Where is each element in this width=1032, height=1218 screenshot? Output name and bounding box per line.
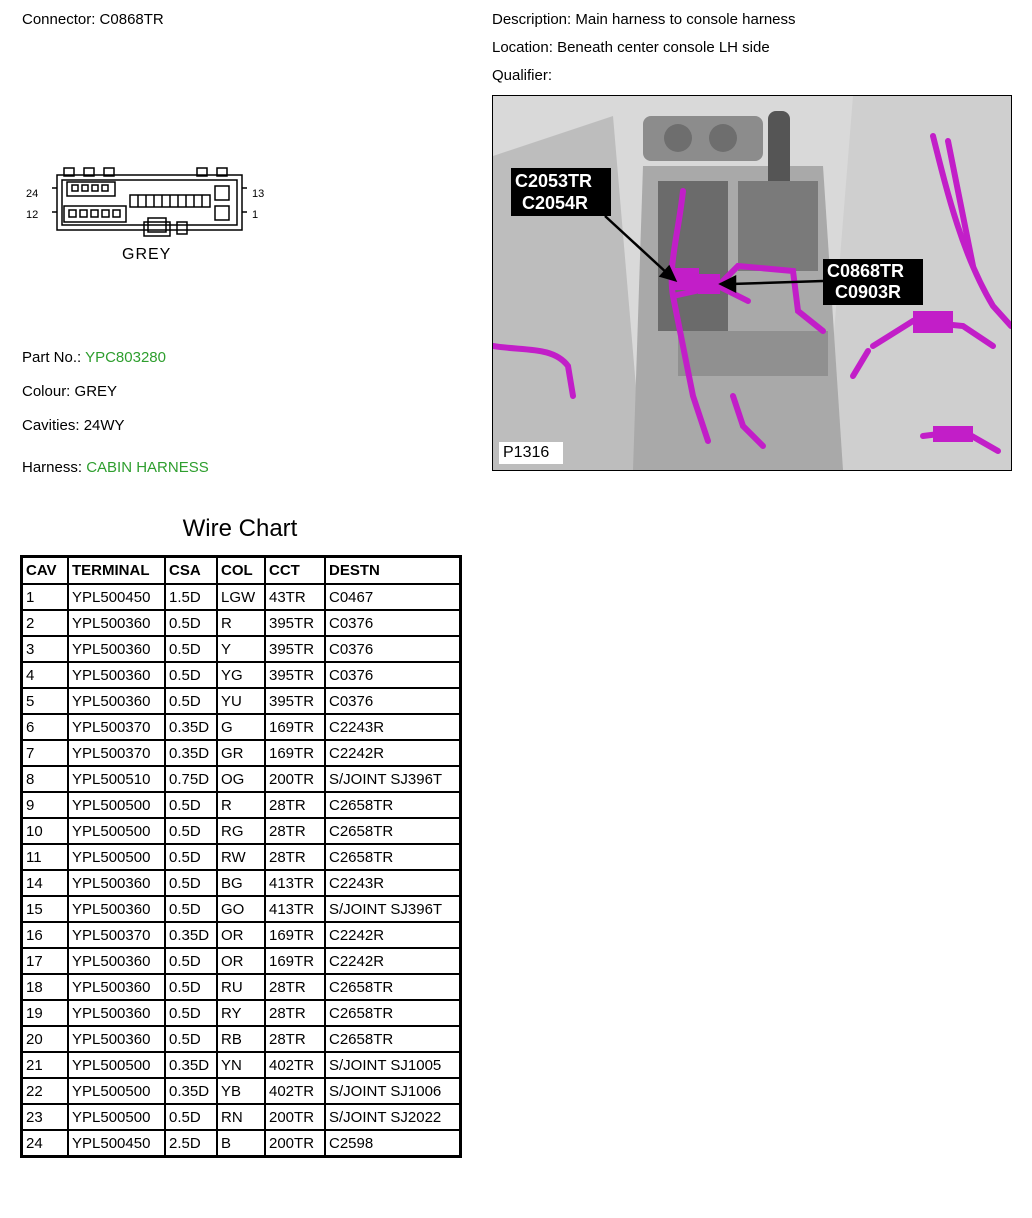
- table-cell: 0.5D: [165, 844, 217, 870]
- table-row: [22, 766, 461, 792]
- table-cell: 10: [22, 818, 69, 844]
- table-cell: S/JOINT SJ396T: [325, 896, 461, 922]
- table-cell: YN: [217, 1052, 265, 1078]
- connector-value: C0868TR: [99, 11, 164, 28]
- table-cell: 2.5D: [165, 1130, 217, 1157]
- table-cell: YPL500360: [68, 948, 165, 974]
- table-cell: 395TR: [265, 610, 325, 636]
- table-row: [22, 1000, 461, 1026]
- table-cell: 395TR: [265, 688, 325, 714]
- table-cell: RN: [217, 1104, 265, 1130]
- table-cell: 28TR: [265, 792, 325, 818]
- table-cell: RY: [217, 1000, 265, 1026]
- wire-chart-title: Wire Chart: [182, 515, 298, 542]
- cavities-value: 24WY: [83, 417, 125, 434]
- table-row: [22, 688, 461, 714]
- connector-label: Connector:: [22, 11, 96, 28]
- table-cell: OR: [217, 948, 265, 974]
- table-cell: C0376: [325, 688, 461, 714]
- table-cell: YPL500450: [68, 1130, 165, 1157]
- table-cell: YPL500370: [68, 714, 165, 740]
- table-cell: C2242R: [325, 948, 461, 974]
- pin-label-12: 12: [26, 209, 39, 221]
- table-header-row: [22, 557, 461, 585]
- table-cell: 3: [22, 636, 69, 662]
- location-photo: [492, 95, 1012, 471]
- table-cell: OR: [217, 922, 265, 948]
- table-cell: C2598: [325, 1130, 461, 1157]
- table-cell: 6: [22, 714, 69, 740]
- part-no-value[interactable]: YPC803280: [85, 349, 166, 366]
- table-cell: S/JOINT SJ1006: [325, 1078, 461, 1104]
- table-row: [22, 870, 461, 896]
- table-row: [22, 974, 461, 1000]
- colour-label: Colour:: [22, 383, 71, 400]
- table-cell: 0.5D: [165, 870, 217, 896]
- table-cell: GO: [217, 896, 265, 922]
- table-cell: 28TR: [265, 974, 325, 1000]
- table-row: [22, 896, 461, 922]
- table-cell: 16: [22, 922, 69, 948]
- table-cell: 17: [22, 948, 69, 974]
- table-cell: 395TR: [265, 662, 325, 688]
- callout-c0903r: C0903R: [835, 282, 902, 302]
- table-cell: C2242R: [325, 922, 461, 948]
- table-cell: C2658TR: [325, 1026, 461, 1052]
- pin-label-13: 13: [252, 188, 265, 200]
- part-no-label: Part No.:: [22, 349, 82, 366]
- table-row: [22, 948, 461, 974]
- table-cell: YG: [217, 662, 265, 688]
- table-cell: 200TR: [265, 1130, 325, 1157]
- table-cell: 402TR: [265, 1078, 325, 1104]
- table-cell: YPL500360: [68, 610, 165, 636]
- table-cell: C2658TR: [325, 792, 461, 818]
- colour-line: [22, 383, 117, 400]
- harness-line: [22, 459, 209, 476]
- table-cell: C0467: [325, 584, 461, 610]
- table-cell: 402TR: [265, 1052, 325, 1078]
- table-cell: C0376: [325, 610, 461, 636]
- table-cell: 5: [22, 688, 69, 714]
- table-cell: 8: [22, 766, 69, 792]
- table-cell: RU: [217, 974, 265, 1000]
- table-cell: YPL500500: [68, 1052, 165, 1078]
- column-header: CAV: [22, 557, 69, 585]
- column-header: CCT: [265, 557, 325, 585]
- table-cell: 0.5D: [165, 818, 217, 844]
- table-cell: C2658TR: [325, 844, 461, 870]
- table-cell: 28TR: [265, 1000, 325, 1026]
- qualifier-line: [492, 67, 552, 84]
- table-cell: B: [217, 1130, 265, 1157]
- table-cell: 23: [22, 1104, 69, 1130]
- table-cell: 7: [22, 740, 69, 766]
- table-cell: 0.35D: [165, 1052, 217, 1078]
- table-cell: YPL500500: [68, 1104, 165, 1130]
- table-cell: S/JOINT SJ396T: [325, 766, 461, 792]
- table-cell: G: [217, 714, 265, 740]
- table-cell: YPL500360: [68, 1026, 165, 1052]
- table-cell: YPL500370: [68, 740, 165, 766]
- table-row: [22, 818, 461, 844]
- table-cell: S/JOINT SJ2022: [325, 1104, 461, 1130]
- table-cell: 0.35D: [165, 740, 217, 766]
- column-header: CSA: [165, 557, 217, 585]
- table-cell: C2243R: [325, 714, 461, 740]
- table-row: [22, 636, 461, 662]
- table-cell: 0.5D: [165, 948, 217, 974]
- table-cell: 0.35D: [165, 922, 217, 948]
- harness-value[interactable]: CABIN HARNESS: [86, 459, 209, 476]
- table-cell: 1.5D: [165, 584, 217, 610]
- table-cell: C2243R: [325, 870, 461, 896]
- table-cell: 2: [22, 610, 69, 636]
- description-value: Main harness to console harness: [575, 11, 796, 28]
- description-label: Description:: [492, 11, 572, 28]
- table-cell: 28TR: [265, 818, 325, 844]
- table-cell: 200TR: [265, 1104, 325, 1130]
- table-cell: 18: [22, 974, 69, 1000]
- callout-c2054r: C2054R: [522, 193, 589, 213]
- table-row: [22, 584, 461, 610]
- table-cell: 4: [22, 662, 69, 688]
- table-row: [22, 714, 461, 740]
- table-cell: 1: [22, 584, 69, 610]
- table-cell: YPL500500: [68, 818, 165, 844]
- table-cell: YB: [217, 1078, 265, 1104]
- table-cell: 169TR: [265, 714, 325, 740]
- table-cell: 21: [22, 1052, 69, 1078]
- table-row: [22, 740, 461, 766]
- table-cell: 169TR: [265, 948, 325, 974]
- table-cell: 9: [22, 792, 69, 818]
- table-cell: 24: [22, 1130, 69, 1157]
- table-cell: 0.5D: [165, 662, 217, 688]
- table-cell: LGW: [217, 584, 265, 610]
- table-cell: YPL500500: [68, 792, 165, 818]
- table-cell: 19: [22, 1000, 69, 1026]
- table-cell: C2242R: [325, 740, 461, 766]
- table-cell: 200TR: [265, 766, 325, 792]
- table-cell: R: [217, 792, 265, 818]
- location-label: Location:: [492, 39, 553, 56]
- cavities-line: [22, 417, 125, 434]
- table-cell: YPL500360: [68, 636, 165, 662]
- table-cell: YPL500360: [68, 974, 165, 1000]
- table-row: [22, 1026, 461, 1052]
- wire-chart-table: [20, 555, 462, 1158]
- description-line: [492, 11, 796, 28]
- table-cell: YPL500360: [68, 688, 165, 714]
- table-cell: 0.5D: [165, 610, 217, 636]
- table-cell: C2658TR: [325, 1000, 461, 1026]
- table-cell: GR: [217, 740, 265, 766]
- callout-c2053tr: C2053TR: [515, 171, 593, 191]
- table-cell: 0.35D: [165, 1078, 217, 1104]
- table-row: [22, 610, 461, 636]
- table-cell: YPL500510: [68, 766, 165, 792]
- table-cell: RB: [217, 1026, 265, 1052]
- table-row: [22, 1104, 461, 1130]
- table-row: [22, 662, 461, 688]
- table-cell: YPL500500: [68, 844, 165, 870]
- table-row: [22, 922, 461, 948]
- table-cell: YPL500360: [68, 662, 165, 688]
- connector-line: [22, 11, 164, 28]
- table-cell: RG: [217, 818, 265, 844]
- table-cell: 0.5D: [165, 1104, 217, 1130]
- pin-label-24: 24: [26, 188, 39, 200]
- table-cell: 413TR: [265, 896, 325, 922]
- table-cell: 0.5D: [165, 974, 217, 1000]
- qualifier-label: Qualifier:: [492, 67, 553, 84]
- table-cell: 15: [22, 896, 69, 922]
- column-header: COL: [217, 557, 265, 585]
- diagram-colour-text: GREY: [122, 246, 172, 263]
- table-cell: 28TR: [265, 844, 325, 870]
- location-line: [492, 39, 770, 56]
- table-cell: 11: [22, 844, 69, 870]
- table-cell: 0.35D: [165, 714, 217, 740]
- table-cell: YU: [217, 688, 265, 714]
- table-cell: 0.5D: [165, 1026, 217, 1052]
- table-cell: C2658TR: [325, 974, 461, 1000]
- table-row: [22, 844, 461, 870]
- table-cell: 22: [22, 1078, 69, 1104]
- table-cell: R: [217, 610, 265, 636]
- colour-value: GREY: [74, 383, 118, 400]
- table-cell: 20: [22, 1026, 69, 1052]
- table-cell: C0376: [325, 662, 461, 688]
- table-cell: YPL500500: [68, 1078, 165, 1104]
- table-cell: 0.5D: [165, 792, 217, 818]
- table-cell: OG: [217, 766, 265, 792]
- column-header: TERMINAL: [68, 557, 165, 585]
- location-value: Beneath center console LH side: [557, 39, 770, 56]
- cavities-label: Cavities:: [22, 417, 80, 434]
- pin-label-1: 1: [252, 209, 259, 221]
- table-row: [22, 1078, 461, 1104]
- photo-ref: P1316: [503, 444, 550, 461]
- table-cell: RW: [217, 844, 265, 870]
- table-cell: 169TR: [265, 922, 325, 948]
- table-row: [22, 1052, 461, 1078]
- table-cell: YPL500360: [68, 1000, 165, 1026]
- table-cell: 413TR: [265, 870, 325, 896]
- table-cell: 0.5D: [165, 896, 217, 922]
- column-header: DESTN: [325, 557, 461, 585]
- table-cell: YPL500360: [68, 896, 165, 922]
- table-cell: Y: [217, 636, 265, 662]
- table-cell: 0.5D: [165, 1000, 217, 1026]
- harness-label: Harness:: [22, 459, 83, 476]
- table-cell: 0.5D: [165, 636, 217, 662]
- table-cell: 0.75D: [165, 766, 217, 792]
- table-cell: 0.5D: [165, 688, 217, 714]
- table-cell: YPL500450: [68, 584, 165, 610]
- table-cell: 14: [22, 870, 69, 896]
- part-no-line: [22, 349, 166, 366]
- table-cell: YPL500360: [68, 870, 165, 896]
- table-cell: C0376: [325, 636, 461, 662]
- table-row: [22, 792, 461, 818]
- table-cell: C2658TR: [325, 818, 461, 844]
- table-cell: 395TR: [265, 636, 325, 662]
- table-cell: 169TR: [265, 740, 325, 766]
- connector-face-diagram: [22, 160, 282, 275]
- table-cell: 28TR: [265, 1026, 325, 1052]
- table-cell: 43TR: [265, 584, 325, 610]
- table-cell: BG: [217, 870, 265, 896]
- table-row: [22, 1130, 461, 1157]
- table-cell: S/JOINT SJ1005: [325, 1052, 461, 1078]
- callout-c0868tr: C0868TR: [827, 261, 905, 281]
- table-cell: YPL500370: [68, 922, 165, 948]
